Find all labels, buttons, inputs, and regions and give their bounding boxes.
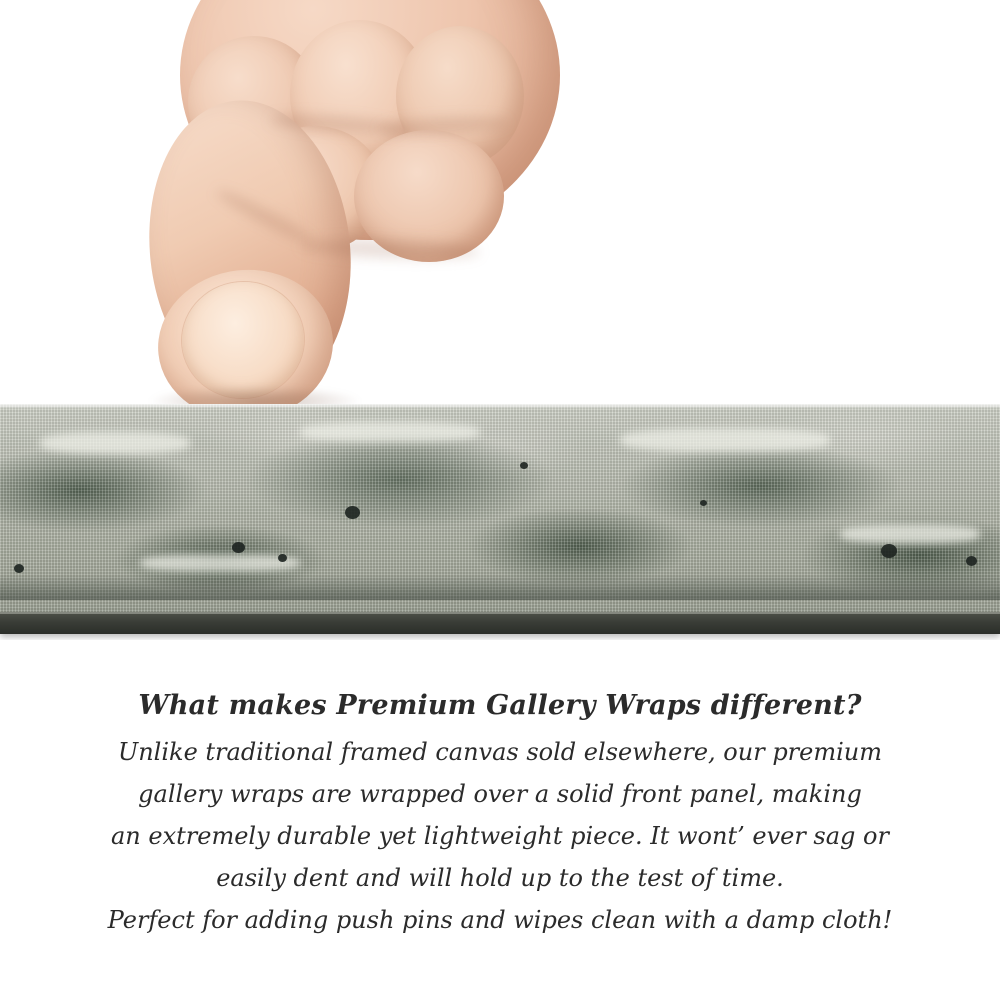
paint-speckle [278, 554, 287, 562]
paint-speckle [345, 506, 360, 519]
paint-speckle [520, 462, 528, 469]
caption-line: gallery wraps are wrapped over a solid front panel, making [138, 780, 862, 809]
canvas-bottom-shading [0, 574, 1000, 600]
return-edge-highlight [0, 612, 1000, 614]
paint-speckle [232, 542, 245, 553]
caption-block [0, 690, 1000, 945]
hand-illustration [150, 0, 570, 430]
paint-highlight [40, 432, 190, 454]
caption-line: Unlike traditional framed canvas sold elsewhere, our premium [117, 738, 882, 766]
paint-speckle [966, 556, 977, 566]
caption-body [0, 735, 1000, 937]
paint-highlight [300, 422, 480, 442]
paint-speckle [14, 564, 24, 573]
canvas-wrap-return-edge [0, 612, 1000, 634]
paint-highlight [620, 428, 830, 452]
caption-line: an extremely durable yet lightweight piece. It wont’ ever sag or [111, 822, 889, 851]
caption-line: easily dent and will hold up to the test of time. [216, 864, 784, 893]
paint-speckle [881, 544, 897, 558]
canvas-wrap-edge [0, 404, 1000, 620]
caption-title: What makes Premium Gallery Wraps different? [138, 690, 862, 721]
paint-speckle [700, 500, 707, 506]
paint-highlight [140, 554, 300, 572]
paint-highlight [840, 524, 980, 544]
canvas-top-highlight [0, 404, 1000, 409]
caption-line: Perfect for adding push pins and wipes clean with a damp cloth! [107, 906, 893, 935]
